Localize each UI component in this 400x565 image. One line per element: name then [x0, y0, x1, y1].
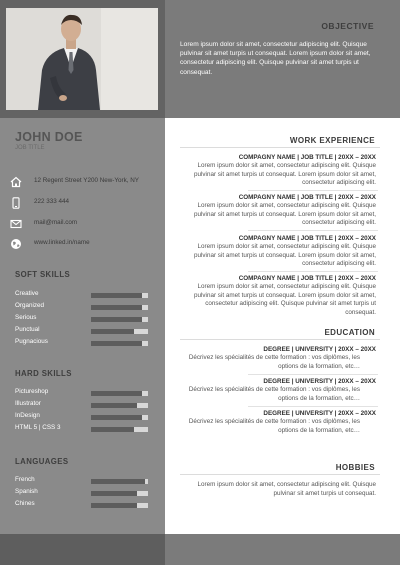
section-divider — [180, 474, 380, 475]
skill-label: HTML 5 | CSS 3 — [15, 424, 61, 431]
work-entry — [180, 275, 376, 317]
entry-divider — [248, 271, 378, 272]
entry-divider — [248, 406, 378, 407]
objective-title: OBJECTIVE — [321, 21, 374, 31]
profile-photo — [6, 8, 158, 110]
entry-divider — [248, 374, 378, 375]
skill-bar-fill — [91, 317, 142, 322]
hobbies-text: Lorem ipsum dolor sit amet, consectetur adipiscing elit. Quisque pulvinar sit amet turpis ut consequat. — [197, 481, 376, 497]
contact-email — [10, 217, 160, 231]
hobbies-title: HOBBIES — [335, 463, 375, 472]
work-entry — [180, 235, 376, 269]
skill-bar-fill — [91, 427, 134, 432]
skill-label: Pugnacious — [15, 338, 48, 345]
skill-bar-fill — [91, 391, 142, 396]
skill-label: Pictureshop — [15, 388, 49, 395]
hard-skill-item — [15, 400, 155, 410]
work-entry — [180, 194, 376, 228]
soft-skills-title: SOFT SKILLS — [15, 270, 71, 279]
skill-label: Punctual — [15, 326, 40, 333]
skill-bar — [91, 317, 148, 322]
hobbies-entry — [180, 480, 376, 498]
skill-label: Illustrator — [15, 400, 41, 407]
language-item — [15, 500, 155, 510]
contact-website-text[interactable]: www.linked.in/name — [34, 239, 90, 246]
globe-icon — [10, 237, 22, 249]
contact-phone — [10, 196, 160, 210]
language-bar — [91, 479, 148, 484]
work-entry-title: COMPAGNY NAME | JOB TITLE | 20XX – 20XX — [238, 235, 376, 242]
education-entry-description: Décrivez les spécialités de cette formation : vos diplômes, les options de la formation, etc… — [188, 418, 360, 434]
work-entry-description: Lorem ipsum dolor sit amet, consectetur adipiscing elit. Quisque pulvinar sit amet turpis ut consequat. Lorem ipsum dolor sit amet, consectetur adipiscing elit. — [194, 243, 376, 268]
entry-divider — [248, 230, 378, 231]
skill-label: InDesign — [15, 412, 40, 419]
contact-phone-text: 222 333 444 — [34, 198, 70, 205]
education-entry — [180, 378, 376, 403]
education-entry-description: Décrivez les spécialités de cette formation : vos diplômes, les options de la formation, etc… — [188, 354, 360, 370]
mail-icon — [10, 217, 22, 229]
skill-label: Creative — [15, 290, 39, 297]
skill-bar-fill — [91, 329, 134, 334]
section-divider — [180, 339, 380, 340]
skill-bar-fill — [91, 415, 142, 420]
contact-website — [10, 237, 160, 251]
language-item — [15, 488, 155, 498]
language-label: Spanish — [15, 488, 38, 495]
skill-bar — [91, 427, 148, 432]
hard-skill-item — [15, 412, 155, 422]
contact-address-text: 12 Regent Street Y200 New-York, NY — [34, 177, 140, 184]
work-entry-description: Lorem ipsum dolor sit amet, consectetur adipiscing elit. Quisque pulvinar sit amet turpis ut consequat. Lorem ipsum dolor sit amet, consectetur adipiscing elit. — [194, 162, 376, 187]
person-job-title: JOB TITLE — [15, 145, 45, 151]
soft-skill-item — [15, 290, 155, 300]
education-entry — [180, 346, 376, 371]
skill-bar — [91, 391, 148, 396]
soft-skill-item — [15, 314, 155, 324]
contact-email-text[interactable]: mail@mail.com — [34, 219, 78, 226]
contact-address — [10, 175, 160, 189]
language-bar-fill — [91, 491, 137, 496]
skill-label: Serious — [15, 314, 37, 321]
soft-skill-item — [15, 302, 155, 312]
hard-skills-title: HARD SKILLS — [15, 369, 72, 378]
skill-bar — [91, 293, 148, 298]
person-name: JOHN DOE — [15, 130, 83, 144]
work-experience-title: WORK EXPERIENCE — [289, 136, 375, 145]
footer-band-right — [165, 534, 400, 565]
skill-label: Organized — [15, 302, 45, 309]
language-bar-fill — [91, 479, 145, 484]
language-label: Chines — [15, 500, 35, 507]
work-entry-description: Lorem ipsum dolor sit amet, consectetur adipiscing elit. Quisque pulvinar sit amet turpis ut consequat. Lorem ipsum dolor sit amet, consectetur adipiscing elit. — [194, 202, 376, 227]
work-entry-title: COMPAGNY NAME | JOB TITLE | 20XX – 20XX — [238, 154, 376, 161]
phone-icon — [10, 196, 22, 208]
language-item — [15, 476, 155, 486]
education-entry-title: DEGREE | UNIVERSITY | 20XX – 20XX — [263, 346, 376, 353]
education-entry — [180, 410, 376, 435]
soft-skill-item — [15, 338, 155, 348]
home-icon — [10, 175, 22, 187]
skill-bar — [91, 415, 148, 420]
skill-bar-fill — [91, 341, 142, 346]
education-entry-description: Décrivez les spécialités de cette formation : vos diplômes, les options de la formation, etc… — [188, 386, 360, 402]
skill-bar — [91, 329, 148, 334]
hard-skill-item — [15, 424, 155, 434]
education-entry-title: DEGREE | UNIVERSITY | 20XX – 20XX — [263, 410, 376, 417]
work-entry-title: COMPAGNY NAME | JOB TITLE | 20XX – 20XX — [238, 275, 376, 282]
hard-skill-item — [15, 388, 155, 398]
skill-bar-fill — [91, 305, 142, 310]
soft-skill-item — [15, 326, 155, 336]
skill-bar — [91, 403, 148, 408]
work-entry-title: COMPAGNY NAME | JOB TITLE | 20XX – 20XX — [238, 194, 376, 201]
languages-title: LANGUAGES — [15, 457, 69, 466]
entry-divider — [248, 190, 378, 191]
skill-bar — [91, 341, 148, 346]
footer-band-left — [0, 534, 165, 565]
language-bar — [91, 503, 148, 508]
skill-bar-fill — [91, 403, 137, 408]
language-bar-fill — [91, 503, 137, 508]
work-entry-description: Lorem ipsum dolor sit amet, consectetur adipiscing elit. Quisque pulvinar sit amet turpis ut consequat. Lorem ipsum dolor sit amet, consectetur adipiscing elit. Quisque pulvinar sit amet turpis ut consequat. — [194, 283, 376, 316]
skill-bar — [91, 305, 148, 310]
objective-text: Lorem ipsum dolor sit amet, consectetur adipiscing elit. Quisque pulvinar sit amet turpis ut consequat. Lorem ipsum dolor sit amet, consectetur adipiscing elit. Quisque pulvinar sit amet turpis ut consequat. — [180, 41, 371, 76]
skill-bar-fill — [91, 293, 142, 298]
education-entry-title: DEGREE | UNIVERSITY | 20XX – 20XX — [263, 378, 376, 385]
education-title: EDUCATION — [324, 328, 375, 337]
work-entry — [180, 154, 376, 188]
language-label: French — [15, 476, 35, 483]
section-divider — [180, 147, 380, 148]
language-bar — [91, 491, 148, 496]
